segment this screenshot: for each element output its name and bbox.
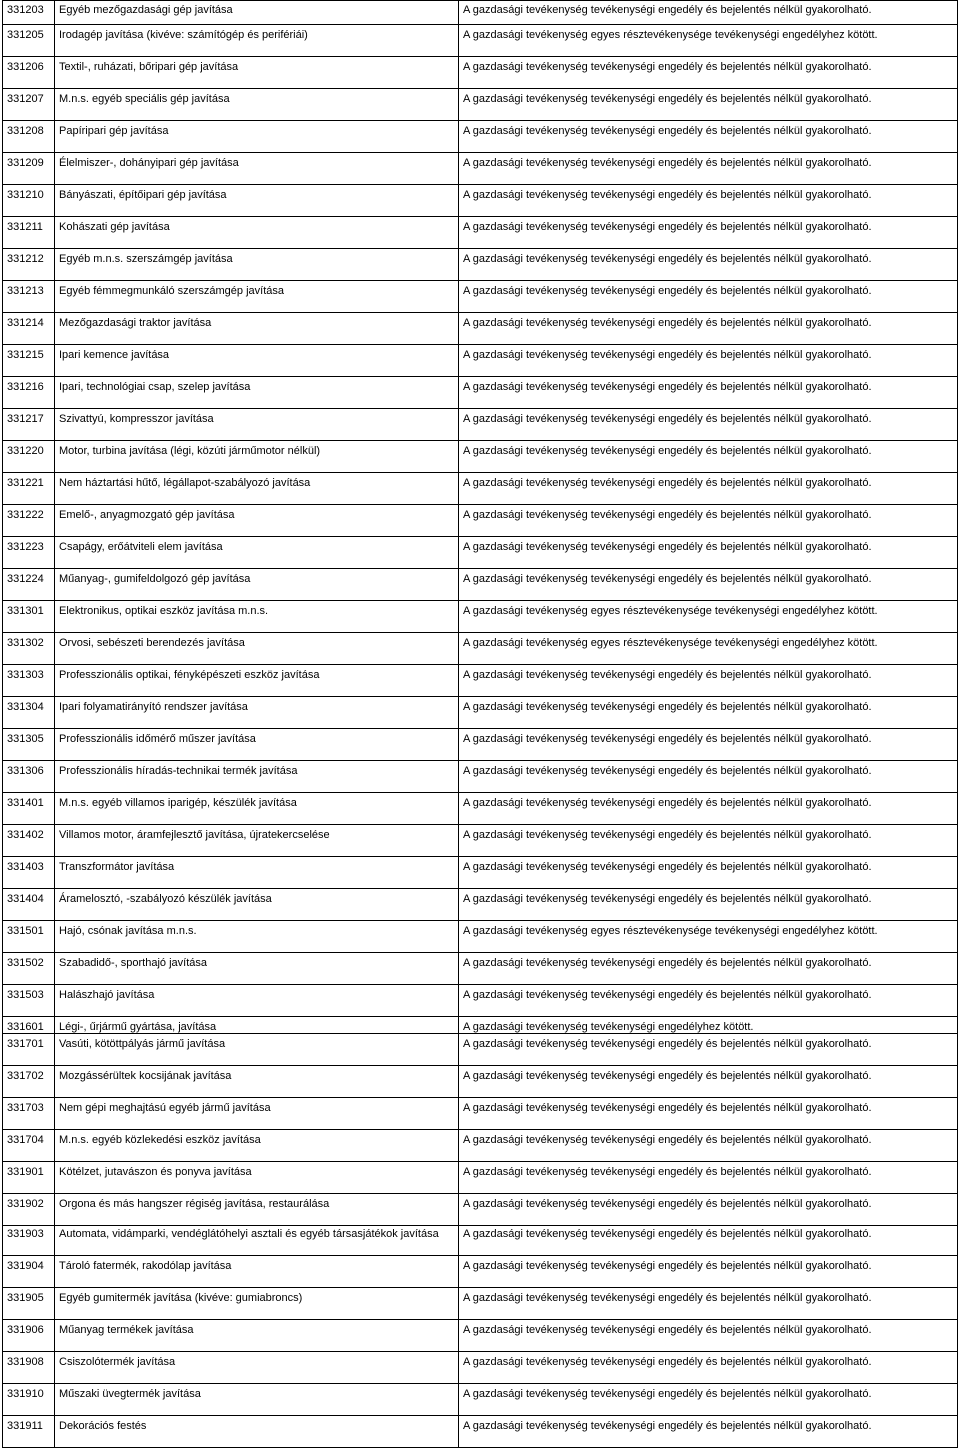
activity-code-cell: 331205 [3, 25, 55, 57]
activity-code-cell: 331403 [3, 857, 55, 889]
table-row [3, 1017, 958, 1034]
activity-name-cell: Kohászati gép javítása [55, 217, 459, 249]
activity-condition-cell: A gazdasági tevékenység tevékenységi engedély és bejelentés nélkül gyakorolható. [459, 1130, 958, 1162]
activity-name-cell: Halászhajó javítása [55, 985, 459, 1017]
activity-name-cell: M.n.s. egyéb speciális gép javítása [55, 89, 459, 121]
activity-code-cell: 331304 [3, 697, 55, 729]
activity-condition-cell: A gazdasági tevékenység tevékenységi engedély és bejelentés nélkül gyakorolható. [459, 281, 958, 313]
table-row [3, 1162, 958, 1194]
activity-condition-cell: A gazdasági tevékenység tevékenységi engedély és bejelentés nélkül gyakorolható. [459, 729, 958, 761]
activity-condition-cell: A gazdasági tevékenység tevékenységi engedélyhez kötött. [459, 1017, 958, 1034]
activity-condition-cell: A gazdasági tevékenység tevékenységi engedély és bejelentés nélkül gyakorolható. [459, 1034, 958, 1066]
activity-code-cell: 331303 [3, 665, 55, 697]
table-row [3, 569, 958, 601]
activity-name-cell: Motor, turbina javítása (légi, közúti járműmotor nélkül) [55, 441, 459, 473]
activity-condition-cell: A gazdasági tevékenység tevékenységi engedély és bejelentés nélkül gyakorolható. [459, 377, 958, 409]
activity-code-cell: 331601 [3, 1017, 55, 1034]
activity-name-cell: Nem gépi meghajtású egyéb jármű javítása [55, 1098, 459, 1130]
activity-code-cell: 331908 [3, 1352, 55, 1384]
activity-code-cell: 331701 [3, 1034, 55, 1066]
activity-name-cell: Egyéb fémmegmunkáló szerszámgép javítása [55, 281, 459, 313]
activity-condition-cell: A gazdasági tevékenység tevékenységi engedély és bejelentés nélkül gyakorolható. [459, 217, 958, 249]
activity-code-cell: 331212 [3, 249, 55, 281]
activity-code-cell: 331305 [3, 729, 55, 761]
activity-condition-cell: A gazdasági tevékenység egyes résztevékenysége tevékenységi engedélyhez kötött. [459, 25, 958, 57]
activity-condition-cell: A gazdasági tevékenység tevékenységi engedély és bejelentés nélkül gyakorolható. [459, 473, 958, 505]
activity-code-cell: 331217 [3, 409, 55, 441]
activity-condition-cell: A gazdasági tevékenység tevékenységi engedély és bejelentés nélkül gyakorolható. [459, 665, 958, 697]
activity-code-cell: 331206 [3, 57, 55, 89]
activity-condition-cell: A gazdasági tevékenység tevékenységi engedély és bejelentés nélkül gyakorolható. [459, 185, 958, 217]
activity-condition-cell: A gazdasági tevékenység tevékenységi engedély és bejelentés nélkül gyakorolható. [459, 857, 958, 889]
activity-code-cell: 331208 [3, 121, 55, 153]
table-row [3, 1226, 958, 1256]
activity-name-cell: Vasúti, kötöttpályás jármű javítása [55, 1034, 459, 1066]
table-row [3, 153, 958, 185]
activity-condition-cell: A gazdasági tevékenység tevékenységi engedély és bejelentés nélkül gyakorolható. [459, 569, 958, 601]
activity-condition-cell: A gazdasági tevékenység tevékenységi engedély és bejelentés nélkül gyakorolható. [459, 1384, 958, 1416]
activity-name-cell: Csapágy, erőátviteli elem javítása [55, 537, 459, 569]
table-row [3, 473, 958, 505]
activity-condition-cell: A gazdasági tevékenység tevékenységi engedély és bejelentés nélkül gyakorolható. [459, 889, 958, 921]
activity-condition-cell: A gazdasági tevékenység tevékenységi engedély és bejelentés nélkül gyakorolható. [459, 985, 958, 1017]
activity-name-cell: M.n.s. egyéb villamos iparigép, készülék javítása [55, 793, 459, 825]
activity-condition-cell: A gazdasági tevékenység tevékenységi engedély és bejelentés nélkül gyakorolható. [459, 313, 958, 345]
activity-code-cell: 331503 [3, 985, 55, 1017]
table-row [3, 1, 958, 25]
activity-condition-cell: A gazdasági tevékenység tevékenységi engedély és bejelentés nélkül gyakorolható. [459, 1320, 958, 1352]
activity-condition-cell: A gazdasági tevékenység tevékenységi engedély és bejelentés nélkül gyakorolható. [459, 249, 958, 281]
table-row [3, 1288, 958, 1320]
activity-code-cell: 331221 [3, 473, 55, 505]
activity-code-cell: 331401 [3, 793, 55, 825]
table-row [3, 249, 958, 281]
activity-name-cell: Emelő-, anyagmozgató gép javítása [55, 505, 459, 537]
table-row [3, 377, 958, 409]
activity-name-cell: Papíripari gép javítása [55, 121, 459, 153]
activity-name-cell: Bányászati, építőipari gép javítása [55, 185, 459, 217]
activity-name-cell: Szabadidő-, sporthajó javítása [55, 953, 459, 985]
activity-code-cell: 331906 [3, 1320, 55, 1352]
activity-name-cell: Áramelosztó, -szabályozó készülék javítása [55, 889, 459, 921]
activity-name-cell: Orgona és más hangszer régiség javítása, restaurálása [55, 1194, 459, 1226]
activity-code-cell: 331209 [3, 153, 55, 185]
activity-name-cell: Professzionális időmérő műszer javítása [55, 729, 459, 761]
activity-name-cell: Szivattyú, kompresszor javítása [55, 409, 459, 441]
activity-condition-cell: A gazdasági tevékenység tevékenységi engedély és bejelentés nélkül gyakorolható. [459, 409, 958, 441]
table-row [3, 825, 958, 857]
activity-code-cell: 331911 [3, 1416, 55, 1448]
activity-condition-cell: A gazdasági tevékenység tevékenységi engedély és bejelentés nélkül gyakorolható. [459, 1066, 958, 1098]
table-row [3, 601, 958, 633]
activity-name-cell: Mozgássérültek kocsijának javítása [55, 1066, 459, 1098]
activity-name-cell: Villamos motor, áramfejlesztő javítása, újratekercselése [55, 825, 459, 857]
table-row [3, 665, 958, 697]
activity-condition-cell: A gazdasági tevékenység egyes résztevékenysége tevékenységi engedélyhez kötött. [459, 601, 958, 633]
activity-name-cell: Dekorációs festés [55, 1416, 459, 1448]
activity-condition-cell: A gazdasági tevékenység tevékenységi engedély és bejelentés nélkül gyakorolható. [459, 793, 958, 825]
activity-condition-cell: A gazdasági tevékenység tevékenységi engedély és bejelentés nélkül gyakorolható. [459, 1226, 958, 1256]
activity-name-cell: Kötélzet, jutavászon és ponyva javítása [55, 1162, 459, 1194]
table-row [3, 1034, 958, 1066]
table-row [3, 697, 958, 729]
table-row [3, 441, 958, 473]
activity-condition-cell: A gazdasági tevékenység tevékenységi engedély és bejelentés nélkül gyakorolható. [459, 1288, 958, 1320]
table-row [3, 761, 958, 793]
activity-code-cell: 331402 [3, 825, 55, 857]
table-row [3, 729, 958, 761]
activity-condition-cell: A gazdasági tevékenység tevékenységi engedély és bejelentés nélkül gyakorolható. [459, 1, 958, 25]
activity-code-cell: 331502 [3, 953, 55, 985]
activity-name-cell: Orvosi, sebészeti berendezés javítása [55, 633, 459, 665]
activity-name-cell: Nem háztartási hűtő, légállapot-szabályozó javítása [55, 473, 459, 505]
table-row [3, 505, 958, 537]
activity-name-cell: Textil-, ruházati, bőripari gép javítása [55, 57, 459, 89]
activity-condition-cell: A gazdasági tevékenység tevékenységi engedély és bejelentés nélkül gyakorolható. [459, 1162, 958, 1194]
activity-condition-cell: A gazdasági tevékenység tevékenységi engedély és bejelentés nélkül gyakorolható. [459, 1194, 958, 1226]
activity-condition-cell: A gazdasági tevékenység tevékenységi engedély és bejelentés nélkül gyakorolható. [459, 505, 958, 537]
activity-name-cell: Tároló fatermék, rakodólap javítása [55, 1256, 459, 1288]
activity-code-cell: 331223 [3, 537, 55, 569]
activity-code-cell: 331306 [3, 761, 55, 793]
table-row [3, 857, 958, 889]
table-row [3, 121, 958, 153]
activity-code-cell: 331222 [3, 505, 55, 537]
activity-name-cell: Professzionális optikai, fényképészeti eszköz javítása [55, 665, 459, 697]
activity-condition-cell: A gazdasági tevékenység tevékenységi engedély és bejelentés nélkül gyakorolható. [459, 121, 958, 153]
table-row [3, 1098, 958, 1130]
activity-table [2, 0, 958, 1448]
activity-condition-cell: A gazdasági tevékenység tevékenységi engedély és bejelentés nélkül gyakorolható. [459, 697, 958, 729]
table-row [3, 1416, 958, 1448]
activity-name-cell: Műanyag-, gumifeldolgozó gép javítása [55, 569, 459, 601]
activity-code-cell: 331207 [3, 89, 55, 121]
activity-code-cell: 331215 [3, 345, 55, 377]
table-row [3, 793, 958, 825]
activity-name-cell: Elektronikus, optikai eszköz javítása m.n.s. [55, 601, 459, 633]
activity-name-cell: Csiszolótermék javítása [55, 1352, 459, 1384]
activity-code-cell: 331905 [3, 1288, 55, 1320]
activity-code-cell: 331501 [3, 921, 55, 953]
activity-condition-cell: A gazdasági tevékenység tevékenységi engedély és bejelentés nélkül gyakorolható. [459, 953, 958, 985]
table-row [3, 1384, 958, 1416]
activity-code-cell: 331224 [3, 569, 55, 601]
table-row [3, 217, 958, 249]
activity-name-cell: Élelmiszer-, dohányipari gép javítása [55, 153, 459, 185]
activity-code-cell: 331216 [3, 377, 55, 409]
table-row [3, 313, 958, 345]
activity-name-cell: Műszaki üvegtermék javítása [55, 1384, 459, 1416]
document-page [2, 0, 957, 1448]
activity-name-cell: Hajó, csónak javítása m.n.s. [55, 921, 459, 953]
activity-code-cell: 331702 [3, 1066, 55, 1098]
activity-code-cell: 331213 [3, 281, 55, 313]
activity-code-cell: 331904 [3, 1256, 55, 1288]
table-row [3, 889, 958, 921]
table-row [3, 1194, 958, 1226]
table-row [3, 633, 958, 665]
activity-code-cell: 331301 [3, 601, 55, 633]
table-row [3, 1066, 958, 1098]
activity-table-body [3, 1, 958, 1448]
activity-condition-cell: A gazdasági tevékenység tevékenységi engedély és bejelentés nélkül gyakorolható. [459, 89, 958, 121]
activity-condition-cell: A gazdasági tevékenység egyes résztevékenysége tevékenységi engedélyhez kötött. [459, 633, 958, 665]
activity-name-cell: Ipari, technológiai csap, szelep javítása [55, 377, 459, 409]
activity-name-cell: Ipari folyamatirányító rendszer javítása [55, 697, 459, 729]
activity-condition-cell: A gazdasági tevékenység tevékenységi engedély és bejelentés nélkül gyakorolható. [459, 1352, 958, 1384]
activity-name-cell: Légi-, űrjármű gyártása, javítása [55, 1017, 459, 1034]
activity-code-cell: 331903 [3, 1226, 55, 1256]
activity-name-cell: Egyéb mezőgazdasági gép javítása [55, 1, 459, 25]
activity-name-cell: Egyéb gumitermék javítása (kivéve: gumiabroncs) [55, 1288, 459, 1320]
table-row [3, 281, 958, 313]
activity-condition-cell: A gazdasági tevékenység tevékenységi engedély és bejelentés nélkül gyakorolható. [459, 1098, 958, 1130]
activity-code-cell: 331910 [3, 1384, 55, 1416]
table-row [3, 953, 958, 985]
activity-condition-cell: A gazdasági tevékenység tevékenységi engedély és bejelentés nélkül gyakorolható. [459, 761, 958, 793]
activity-name-cell: Irodagép javítása (kivéve: számítógép és perifériái) [55, 25, 459, 57]
table-row [3, 409, 958, 441]
activity-code-cell: 331211 [3, 217, 55, 249]
activity-condition-cell: A gazdasági tevékenység tevékenységi engedély és bejelentés nélkül gyakorolható. [459, 57, 958, 89]
activity-name-cell: Automata, vidámparki, vendéglátóhelyi asztali és egyéb társasjátékok javítása [55, 1226, 459, 1256]
activity-code-cell: 331210 [3, 185, 55, 217]
activity-condition-cell: A gazdasági tevékenység tevékenységi engedély és bejelentés nélkül gyakorolható. [459, 537, 958, 569]
activity-name-cell: Professzionális híradás-technikai termék javítása [55, 761, 459, 793]
activity-condition-cell: A gazdasági tevékenység tevékenységi engedély és bejelentés nélkül gyakorolható. [459, 1256, 958, 1288]
activity-condition-cell: A gazdasági tevékenység egyes résztevékenysége tevékenységi engedélyhez kötött. [459, 921, 958, 953]
activity-code-cell: 331203 [3, 1, 55, 25]
table-row [3, 1352, 958, 1384]
activity-condition-cell: A gazdasági tevékenység tevékenységi engedély és bejelentés nélkül gyakorolható. [459, 441, 958, 473]
activity-code-cell: 331703 [3, 1098, 55, 1130]
activity-code-cell: 331302 [3, 633, 55, 665]
activity-name-cell: Egyéb m.n.s. szerszámgép javítása [55, 249, 459, 281]
activity-code-cell: 331220 [3, 441, 55, 473]
activity-condition-cell: A gazdasági tevékenység tevékenységi engedély és bejelentés nélkül gyakorolható. [459, 825, 958, 857]
activity-name-cell: Ipari kemence javítása [55, 345, 459, 377]
activity-code-cell: 331404 [3, 889, 55, 921]
table-row [3, 1130, 958, 1162]
table-row [3, 57, 958, 89]
activity-name-cell: M.n.s. egyéb közlekedési eszköz javítása [55, 1130, 459, 1162]
table-row [3, 1256, 958, 1288]
table-row [3, 25, 958, 57]
table-row [3, 537, 958, 569]
table-row [3, 345, 958, 377]
activity-condition-cell: A gazdasági tevékenység tevékenységi engedély és bejelentés nélkül gyakorolható. [459, 1416, 958, 1448]
activity-code-cell: 331214 [3, 313, 55, 345]
table-row [3, 985, 958, 1017]
activity-condition-cell: A gazdasági tevékenység tevékenységi engedély és bejelentés nélkül gyakorolható. [459, 153, 958, 185]
table-row [3, 185, 958, 217]
activity-name-cell: Műanyag termékek javítása [55, 1320, 459, 1352]
table-row [3, 1320, 958, 1352]
activity-condition-cell: A gazdasági tevékenység tevékenységi engedély és bejelentés nélkül gyakorolható. [459, 345, 958, 377]
activity-code-cell: 331902 [3, 1194, 55, 1226]
activity-name-cell: Transzformátor javítása [55, 857, 459, 889]
activity-name-cell: Mezőgazdasági traktor javítása [55, 313, 459, 345]
activity-code-cell: 331901 [3, 1162, 55, 1194]
table-row [3, 89, 958, 121]
table-row [3, 921, 958, 953]
activity-code-cell: 331704 [3, 1130, 55, 1162]
